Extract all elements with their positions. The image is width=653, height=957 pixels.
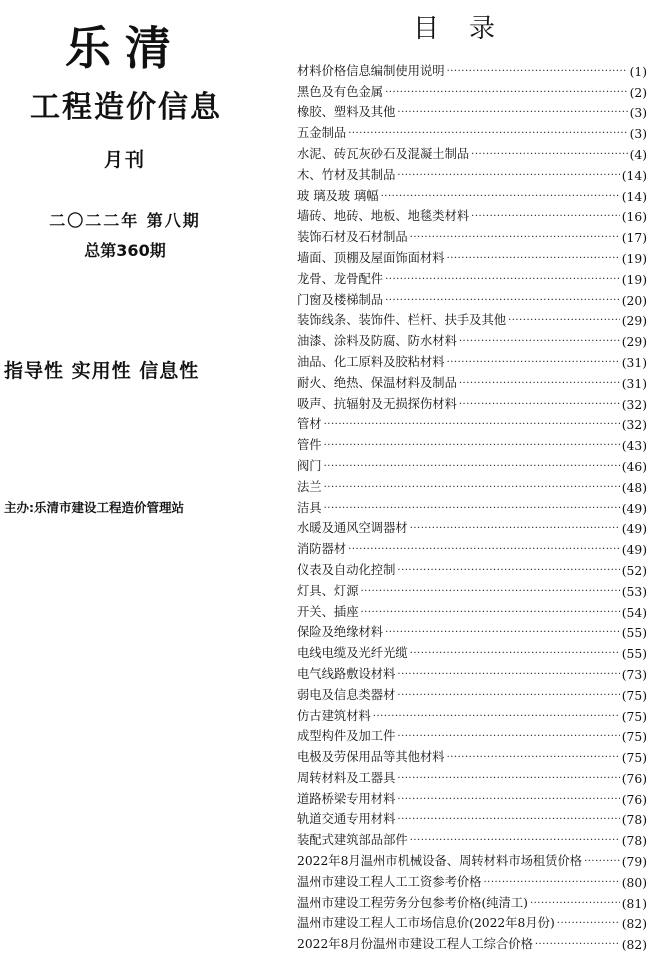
toc-leader-dots — [397, 564, 619, 578]
toc-entry-label: 周转材料及工器具 — [297, 770, 396, 785]
toc-entry-page: (32) — [621, 397, 647, 412]
toc-entry-label: 管件 — [297, 438, 322, 453]
toc-entry — [297, 827, 647, 848]
toc-leader-dots — [447, 65, 628, 79]
toc-entry — [297, 807, 647, 828]
toc-leader-dots — [397, 169, 619, 183]
toc-entry-label: 弱电及信息类器材 — [297, 687, 396, 702]
toc-leader-dots — [397, 813, 619, 827]
toc-entry-label: 墙砖、地砖、地板、地毯类材料 — [297, 209, 470, 224]
toc-entry-page: (3) — [629, 106, 647, 121]
toc-entry-label: 温州市建设工程劳务分包参考价格(纯清工) — [297, 895, 528, 910]
toc-leader-dots — [397, 772, 619, 786]
toc-entry — [297, 931, 647, 952]
toc-entry — [297, 432, 647, 453]
toc-entry-label: 保险及绝缘材料 — [297, 625, 384, 640]
toc-entry — [297, 911, 647, 932]
toc-entry-page: (1) — [629, 64, 647, 79]
toc-entry-label: 油漆、涂料及防腐、防水材料 — [297, 334, 457, 349]
toc-entry — [297, 266, 647, 287]
toc-entry-label: 管材 — [297, 417, 322, 432]
toc-entry-label: 装配式建筑部品部件 — [297, 833, 408, 848]
toc-entry-page: (52) — [621, 563, 647, 578]
issue-number: 二〇二二年 第八期 — [49, 211, 201, 230]
toc-entry — [297, 453, 647, 474]
toc-entry-label: 消防器材 — [297, 542, 347, 557]
toc-entry — [297, 287, 647, 308]
toc-entry — [297, 183, 647, 204]
toc-entry-label: 仿古建筑材料 — [297, 708, 371, 723]
toc-entry — [297, 245, 647, 266]
toc-entry — [297, 474, 647, 495]
toc-entry-label: 灯具、灯源 — [297, 583, 359, 598]
toc-entry-page: (14) — [621, 189, 647, 204]
publication-title: 乐清 — [65, 21, 185, 75]
toc-entry-page: (55) — [621, 626, 647, 641]
toc-entry-page: (48) — [621, 480, 647, 495]
toc-entry-page: (19) — [621, 272, 647, 287]
toc-leader-dots — [397, 730, 619, 744]
toc-leader-dots — [447, 252, 620, 266]
toc-entry-page: (75) — [621, 730, 647, 745]
toc-entry-page: (19) — [621, 251, 647, 266]
toc-entry-page: (43) — [621, 439, 647, 454]
publication-frequency: 月刊 — [103, 149, 146, 171]
toc-entry-page: (75) — [621, 751, 647, 766]
toc-entry-label: 2022年8月份温州市建设工程人工综合价格 — [297, 937, 533, 952]
toc-entry — [297, 328, 647, 349]
toc-entry-page: (17) — [621, 231, 647, 246]
toc-leader-dots — [471, 210, 620, 224]
toc-entry — [297, 120, 647, 141]
toc-leader-dots — [361, 585, 620, 599]
publication-subtitle: 工程造价信息 — [30, 90, 222, 125]
toc-entry-page: (78) — [621, 813, 647, 828]
toc-entry-label: 吸声、抗辐射及无损探伤材料 — [297, 396, 457, 411]
toc-leader-dots — [324, 481, 620, 495]
toc-entry-label: 开关、插座 — [297, 604, 359, 619]
toc-entry-label: 玻 璃及玻 璃幅 — [297, 188, 379, 203]
toc-leader-dots — [381, 190, 620, 204]
toc-entry-label: 材料价格信息编制使用说明 — [297, 63, 445, 78]
toc-entry-page: (49) — [621, 501, 647, 516]
toc-entry — [297, 724, 647, 745]
toc-entry-label: 洁具 — [297, 500, 322, 515]
toc-list — [297, 58, 647, 952]
toc-entry-label: 龙骨、龙骨配件 — [297, 271, 384, 286]
toc-entry-label: 2022年8月温州市机械设备、周转材料市场租赁价格 — [297, 854, 583, 869]
toc-entry-page: (79) — [621, 855, 647, 870]
toc-entry-page: (4) — [629, 147, 647, 162]
issue-total: 总第360期 — [84, 241, 166, 260]
toc-entry-label: 温州市建设工程人工市场信息价(2022年8月份) — [297, 916, 555, 931]
toc-leader-dots — [385, 626, 620, 640]
toc-entry-label: 电极及劳保用品等其他材料 — [297, 750, 445, 765]
toc-entry-label: 水暖及通风空调器材 — [297, 521, 408, 536]
toc-entry-page: (20) — [621, 293, 647, 308]
toc-entry — [297, 204, 647, 225]
toc-leader-dots — [348, 127, 627, 141]
toc-entry — [297, 536, 647, 557]
toc-title: 目录 — [413, 14, 526, 44]
toc-entry-label: 墙面、顶棚及屋面饰面材料 — [297, 250, 445, 265]
toc-leader-dots — [530, 897, 620, 911]
toc-entry-page: (2) — [629, 85, 647, 100]
toc-entry-page: (78) — [621, 834, 647, 849]
toc-entry-page: (3) — [629, 127, 647, 142]
toc-entry-label: 橡胶、塑料及其他 — [297, 105, 396, 120]
toc-entry-page: (75) — [621, 688, 647, 703]
toc-entry — [297, 224, 647, 245]
toc-entry-page: (76) — [621, 792, 647, 807]
toc-leader-dots — [447, 751, 620, 765]
toc-entry-label: 仪表及自动化控制 — [297, 562, 396, 577]
toc-entry-label: 电气线路敷设材料 — [297, 666, 396, 681]
toc-leader-dots — [447, 356, 620, 370]
toc-entry-page: (31) — [621, 355, 647, 370]
toc-leader-dots — [584, 855, 620, 869]
toc-entry — [297, 162, 647, 183]
toc-entry-page: (80) — [621, 875, 647, 890]
toc-entry-label: 门窗及楼梯制品 — [297, 292, 384, 307]
toc-entry — [297, 412, 647, 433]
toc-entry-page: (82) — [621, 917, 647, 932]
toc-entry-label: 黑色及有色金属 — [297, 84, 384, 99]
toc-leader-dots — [410, 522, 620, 536]
toc-leader-dots — [324, 418, 620, 432]
toc-entry — [297, 516, 647, 537]
toc-entry — [297, 890, 647, 911]
toc-entry-label: 装饰线条、装饰件、栏杆、扶手及其他 — [297, 313, 507, 328]
toc-entry — [297, 786, 647, 807]
toc-entry-label: 耐火、绝热、保温材料及制品 — [297, 375, 457, 390]
toc-entry-page: (29) — [621, 314, 647, 329]
slogan: 指导性 实用性 信息性 — [4, 360, 200, 382]
toc-leader-dots — [324, 502, 620, 516]
toc-entry-page: (49) — [621, 543, 647, 558]
toc-leader-dots — [397, 689, 619, 703]
toc-leader-dots — [361, 606, 620, 620]
toc-entry-page: (32) — [621, 418, 647, 433]
toc-entry-label: 轨道交通专用材料 — [297, 812, 396, 827]
toc-entry-label: 装饰石材及石材制品 — [297, 230, 408, 245]
toc-leader-dots — [385, 86, 627, 100]
toc-entry-page: (82) — [621, 938, 647, 953]
toc-leader-dots — [385, 294, 620, 308]
toc-leader-dots — [410, 834, 620, 848]
toc-entry-page: (54) — [621, 605, 647, 620]
toc-leader-dots — [397, 793, 619, 807]
toc-entry — [297, 100, 647, 121]
toc-entry-page: (73) — [621, 667, 647, 682]
toc-entry-page: (31) — [621, 376, 647, 391]
toc-leader-dots — [348, 543, 620, 557]
toc-entry — [297, 744, 647, 765]
toc-entry — [297, 141, 647, 162]
toc-leader-dots — [459, 377, 620, 391]
toc-entry-label: 五金制品 — [297, 126, 347, 141]
toc-entry-page: (76) — [621, 771, 647, 786]
toc-entry-label: 法兰 — [297, 479, 322, 494]
toc-entry — [297, 620, 647, 641]
toc-entry-page: (81) — [621, 896, 647, 911]
toc-entry-label: 木、竹材及其制品 — [297, 167, 396, 182]
toc-leader-dots — [471, 148, 627, 162]
toc-entry-page: (55) — [621, 647, 647, 662]
toc-entry-label: 阀门 — [297, 458, 322, 473]
toc-entry-page: (49) — [621, 522, 647, 537]
toc-entry-label: 温州市建设工程人工工资参考价格 — [297, 874, 482, 889]
sponsor: 主办:乐清市建设工程造价管理站 — [4, 500, 184, 515]
toc-entry — [297, 578, 647, 599]
toc-entry — [297, 308, 647, 329]
toc-leader-dots — [324, 439, 620, 453]
toc-entry — [297, 765, 647, 786]
toc-leader-dots — [385, 273, 620, 287]
toc-entry-page: (14) — [621, 168, 647, 183]
toc-entry-page: (46) — [621, 459, 647, 474]
toc-entry — [297, 848, 647, 869]
toc-entry-page: (53) — [621, 584, 647, 599]
cover-panel — [0, 0, 290, 957]
toc-entry-label: 电线电缆及光纤光缆 — [297, 646, 408, 661]
toc-entry — [297, 495, 647, 516]
toc-entry-page: (75) — [621, 709, 647, 724]
toc-entry — [297, 599, 647, 620]
toc-leader-dots — [535, 938, 620, 952]
toc-leader-dots — [459, 398, 620, 412]
toc-entry — [297, 682, 647, 703]
toc-leader-dots — [508, 314, 620, 328]
toc-entry — [297, 58, 647, 79]
toc-entry — [297, 557, 647, 578]
toc-entry — [297, 370, 647, 391]
toc-entry — [297, 703, 647, 724]
toc-entry-label: 成型构件及加工件 — [297, 729, 396, 744]
toc-leader-dots — [410, 231, 620, 245]
toc-entry-page: (16) — [621, 210, 647, 225]
toc-entry — [297, 640, 647, 661]
toc-leader-dots — [397, 668, 619, 682]
toc-leader-dots — [557, 917, 620, 931]
toc-entry-label: 道路桥梁专用材料 — [297, 791, 396, 806]
toc-leader-dots — [324, 460, 620, 474]
toc-entry-label: 水泥、砖瓦灰砂石及混凝土制品 — [297, 146, 470, 161]
toc-leader-dots — [483, 876, 619, 890]
toc-entry — [297, 661, 647, 682]
toc-entry-label: 油品、化工原料及胶粘材料 — [297, 354, 445, 369]
toc-entry — [297, 79, 647, 100]
toc-leader-dots — [373, 710, 620, 724]
toc-entry — [297, 391, 647, 412]
toc-leader-dots — [459, 335, 620, 349]
toc-entry — [297, 349, 647, 370]
toc-entry-page: (29) — [621, 335, 647, 350]
toc-leader-dots — [397, 106, 627, 120]
table-of-contents — [293, 0, 651, 957]
toc-entry — [297, 869, 647, 890]
toc-leader-dots — [410, 647, 620, 661]
